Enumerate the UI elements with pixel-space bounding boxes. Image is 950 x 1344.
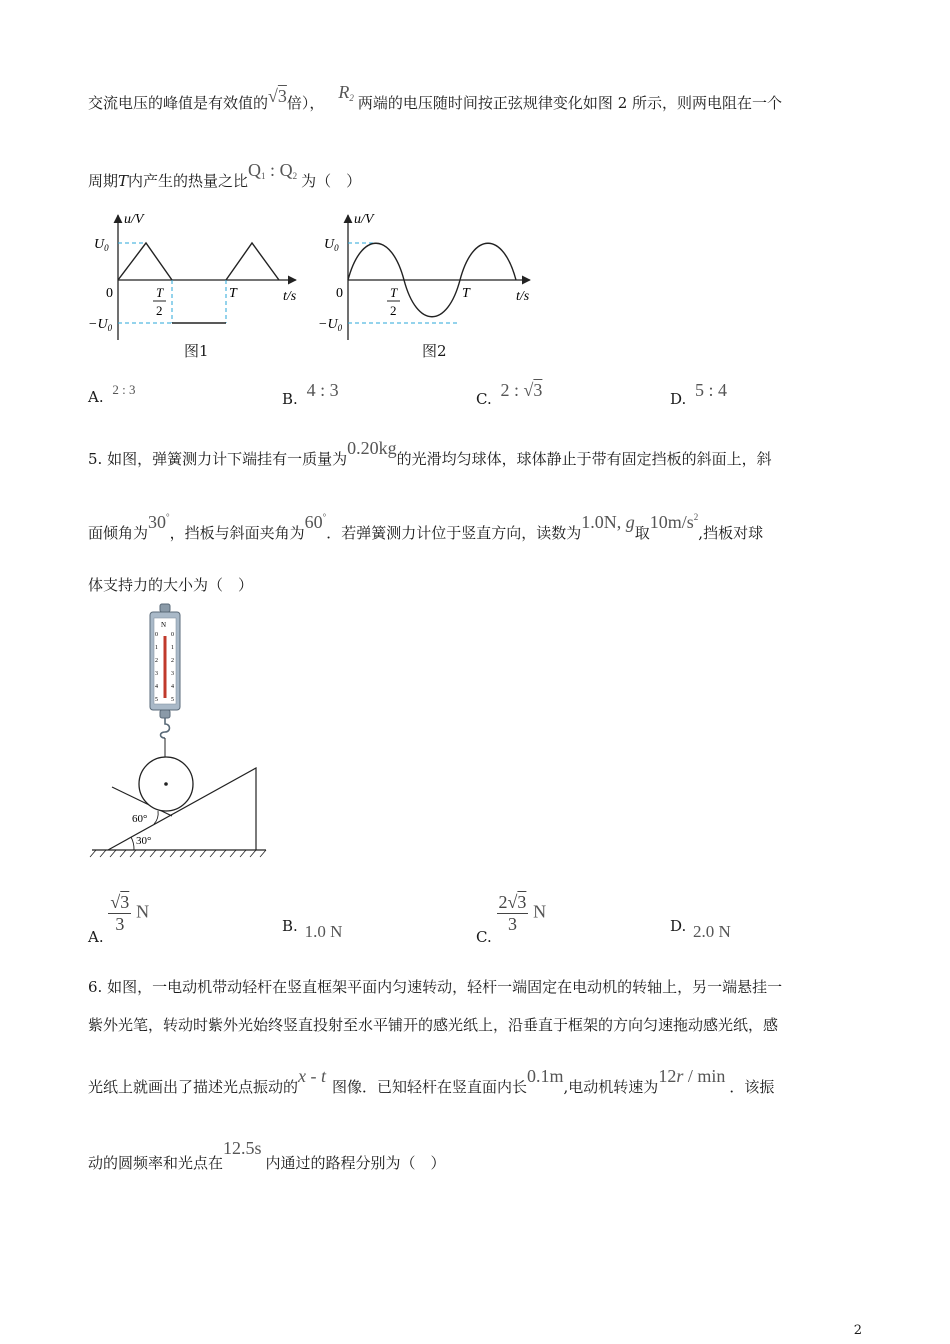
x-axis-label: t/s [516, 289, 530, 304]
sqrt3-formula: √3 [268, 86, 287, 106]
text: ．若弹簧测力计位于竖直方向，读数为 [326, 524, 582, 542]
triangle-wave [118, 243, 279, 280]
exponent: 2 [693, 512, 699, 522]
angle1-formula [148, 512, 170, 532]
q5-option-c[interactable] [476, 892, 547, 946]
text: 动的圆频率和光点在 [88, 1154, 224, 1172]
text: 为（ ） [301, 172, 362, 190]
denominator: 3 [507, 914, 517, 934]
q4-option-a[interactable] [88, 382, 136, 406]
tick-5-r: 5 [171, 697, 174, 703]
text: 面倾角为 [88, 524, 149, 542]
q4-option-b[interactable] [282, 380, 339, 409]
text: 两端的电压随时间按正弦规律变化如图 2 所示，则两电阻在一个 [357, 94, 783, 112]
q6-line2: 紫外光笔，转动时紫外光始终竖直投射至水平铺开的感光纸上，沿垂直于框架的方向匀速拖动感光纸，感 [88, 1016, 779, 1034]
time-formula: 12.5s [223, 1138, 262, 1158]
sqrt-number: 3 [517, 892, 527, 912]
t-symbol: T [118, 172, 129, 190]
text: 倍）， [286, 94, 325, 112]
half-t-den: 2 [156, 303, 163, 318]
option-label: C. [476, 390, 492, 408]
q-ratio-formula [248, 160, 297, 180]
q5-figure [88, 600, 278, 865]
option-value: 5 : 4 [695, 380, 728, 400]
text: 光纸上就画出了描述光点振动的 [88, 1078, 299, 1096]
scale-unit: N [161, 621, 167, 629]
angle-60-label: 60° [132, 813, 148, 825]
tick-5: 5 [155, 697, 158, 703]
q6-line1: 6. 如图，一电动机带动轻杆在竖直框架平面内匀速转动，轻杆一端固定在电动机的转轴上，另一端悬挂一 [88, 978, 783, 996]
fraction [497, 892, 529, 935]
q5-line3: 体支持力的大小为（ ） [88, 576, 254, 594]
q5-line2 [88, 512, 764, 543]
q5-option-d[interactable] [670, 916, 731, 941]
option-value: 1.0 N [304, 922, 343, 941]
text: 内产生的热量之比 [128, 172, 249, 190]
angle2-formula [305, 512, 327, 532]
degree: ° [322, 512, 327, 522]
unit: N [533, 901, 547, 922]
q4-line2 [88, 160, 362, 191]
option-value: 2 : 3 [112, 382, 136, 397]
figure-2 [316, 205, 546, 360]
tick-1: 1 [155, 645, 158, 651]
figure-1 [86, 205, 316, 360]
g-value-formula [650, 512, 699, 532]
y-axis-label: u/V [354, 212, 374, 227]
subscript: 1 [261, 171, 266, 181]
q-symbol: Q [279, 160, 293, 180]
speed-unit: / min [683, 1066, 726, 1086]
r-symbol: R [338, 82, 350, 102]
q5-option-b[interactable] [282, 916, 343, 941]
origin-label: 0 [336, 286, 343, 301]
tick-4-r: 4 [171, 684, 174, 690]
figure-1-caption: 图1 [184, 342, 209, 360]
option-value: 4 : 3 [306, 380, 339, 400]
text: ,挡板对球 [698, 524, 764, 542]
option-label: C. [476, 927, 492, 946]
g-value: 10m/s [649, 512, 694, 532]
scale-bottom [160, 710, 170, 718]
scale-hook [161, 718, 170, 738]
neg-u0-label: $-U_0$ [88, 317, 113, 333]
q4-option-c[interactable] [476, 380, 543, 409]
y-axis-label: u/V [124, 212, 144, 227]
half-t-num: T [390, 285, 398, 300]
angle-30-label: 30° [136, 835, 152, 847]
u0-label: $U_0$ [94, 237, 109, 253]
tick-4: 4 [155, 684, 158, 690]
q4-line1 [88, 82, 783, 113]
text: ,电动机转速为 [563, 1078, 659, 1096]
text: ，挡板与斜面夹角为 [169, 524, 305, 542]
angle-value: 30 [148, 512, 167, 532]
option-value: 2 : √3 [500, 380, 543, 400]
tick-2: 2 [155, 658, 158, 664]
tick-0: 0 [155, 632, 158, 638]
neg-u0-label: $-U_0$ [318, 317, 343, 333]
arc-30 [131, 837, 134, 850]
ratio-prefix: 2 : [500, 380, 524, 400]
option-label: A. [88, 388, 104, 406]
u0-label: $U_0$ [324, 237, 339, 253]
r2-formula [338, 82, 354, 102]
sqrt-number: 3 [277, 86, 287, 106]
sqrt-number: 3 [533, 380, 543, 400]
mass-formula: 0.20kg [347, 438, 397, 458]
ground-hatching [90, 850, 266, 857]
q-symbol: Q [248, 160, 262, 180]
ball-center [164, 782, 168, 786]
option-label: B. [282, 917, 298, 935]
sqrt-number: 3 [120, 892, 130, 912]
speed-formula [658, 1066, 725, 1086]
colon: : [265, 160, 280, 180]
subscript: 2 [292, 171, 298, 181]
text: ．该振 [729, 1078, 775, 1096]
subscript: 2 [349, 93, 354, 103]
tick-3: 3 [155, 671, 158, 677]
page-number: 2 [853, 1323, 862, 1338]
text: 图像．已知轻杆在竖直面内长 [332, 1078, 528, 1096]
text: 内通过的路程分别为（ ） [265, 1154, 446, 1172]
q5-option-a[interactable] [88, 892, 150, 946]
numerator: √3 [110, 892, 130, 912]
scale-top-hook [160, 604, 170, 612]
degree: ° [166, 512, 170, 522]
text: 的光滑均匀球体，球体静止于带有固定挡板的斜面上，斜 [396, 450, 772, 468]
text: 5. 如图，弹簧测力计下端挂有一质量为 [88, 450, 348, 468]
tick-2-r: 2 [171, 658, 174, 664]
coefficient: 2 [498, 892, 508, 912]
origin-label: 0 [106, 286, 113, 301]
reading-value: 1.0N, [581, 512, 626, 532]
r-symbol: r [676, 1066, 684, 1086]
option-value: 2.0 N [693, 922, 731, 941]
option-label: D. [670, 390, 687, 408]
q4-option-d[interactable] [670, 380, 728, 409]
angle-value: 60 [304, 512, 323, 532]
tick-3-r: 3 [171, 671, 174, 677]
unit: N [136, 901, 150, 922]
text: 交流电压的峰值是有效值的 [88, 94, 269, 112]
option-label: B. [282, 390, 298, 408]
text: 周期 [88, 172, 119, 190]
numerator: 2√3 [498, 892, 527, 912]
q6-line3 [88, 1066, 775, 1097]
half-t-den: 2 [390, 303, 397, 318]
q6-line4 [88, 1138, 446, 1173]
length-formula: 0.1m [527, 1066, 564, 1086]
xt-formula: x - t [298, 1066, 326, 1086]
t-label: T [229, 286, 237, 301]
scale-indicator [164, 636, 167, 698]
option-label: D. [670, 917, 687, 935]
half-t-num: T [156, 285, 164, 300]
tick-0-r: 0 [171, 632, 174, 638]
x-axis-label: t/s [283, 289, 297, 304]
fraction [108, 892, 131, 935]
denominator: 3 [115, 914, 125, 934]
option-label: A. [88, 927, 104, 946]
q5-line1 [88, 438, 772, 469]
g-symbol: g [625, 512, 635, 532]
reading-formula [581, 512, 635, 532]
speed-value: 12 [658, 1066, 677, 1086]
tick-1-r: 1 [171, 645, 174, 651]
t-label: T [462, 286, 470, 301]
text: 取 [634, 524, 650, 542]
figure-2-caption: 图2 [422, 342, 447, 360]
